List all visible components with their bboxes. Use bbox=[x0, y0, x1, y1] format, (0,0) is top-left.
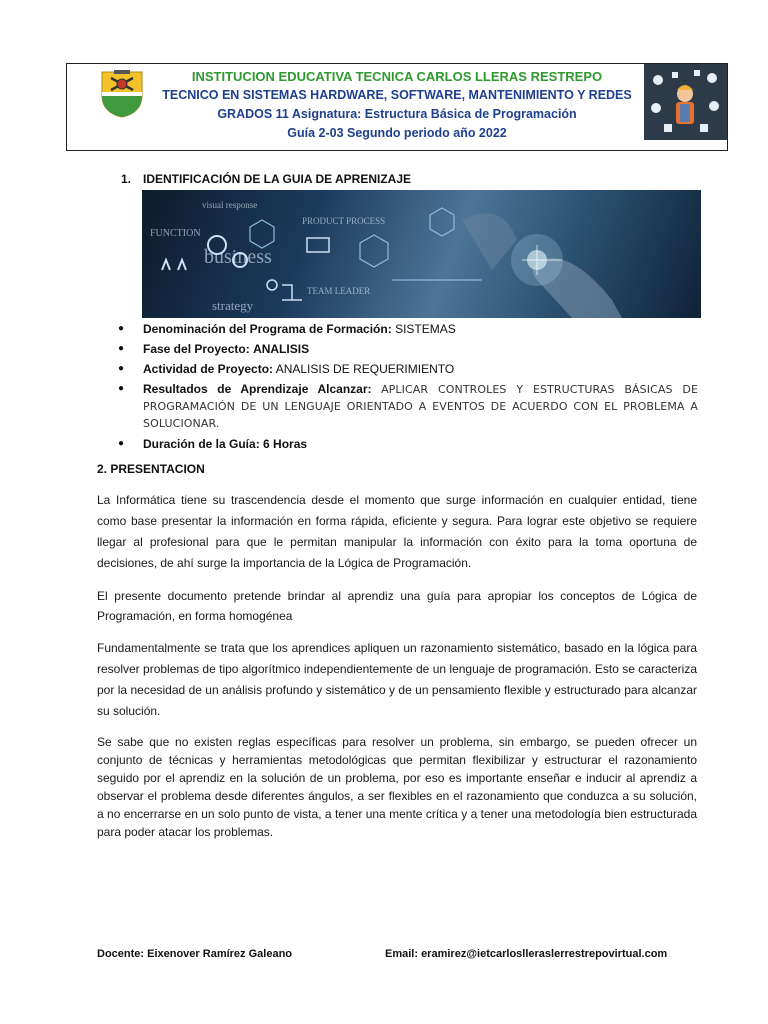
list-item bbox=[118, 321, 698, 337]
program-label: Denominación del Programa de Formación: bbox=[143, 322, 392, 336]
list-item bbox=[118, 341, 698, 357]
banner-text-strategy: strategy bbox=[212, 298, 254, 313]
duration-value: 6 Horas bbox=[263, 437, 308, 451]
header-title-block bbox=[67, 67, 727, 143]
phase-value: ANALISIS bbox=[253, 342, 310, 356]
program-value: SISTEMAS bbox=[395, 322, 456, 336]
banner-image bbox=[142, 190, 701, 318]
guide-line: Guía 2-03 Segundo periodo año 2022 bbox=[287, 126, 507, 140]
banner-text-function: FUNCTION bbox=[150, 228, 201, 239]
paragraph-2: El presente documento pretende brindar al aprendiz una guía para apropiar los conceptos de Lógica de Programación, en forma homogénea bbox=[97, 589, 697, 623]
banner-text-product: PRODUCT PROCESS bbox=[302, 216, 386, 226]
bullet-icon: ● bbox=[118, 323, 125, 334]
paragraph-4: Se sabe que no existen reglas específicas para resolver un problema, sin embargo, se pueden ofrecer un conjunto de técnicas y herramientas metodológicas que permitan flexibilizar y estructurar el razonamiento seguido por el aprendiz en la solución de un problema, por eso es importante enseñar e inducir al aprendiz a observar el problema desde diferentes ángulos, a ser flexibles en el razonamiento que conduzca a su solución, a no encerrarse en un solo punto de vista, a tener una mente crítica y a tener una metodología bien estructurada para poder atacar los problemas. bbox=[97, 735, 697, 839]
program-name: TECNICO EN SISTEMAS HARDWARE, SOFTWARE, MANTENIMIENTO Y REDES bbox=[162, 88, 632, 102]
footer-teacher: Docente: Eixenover Ramírez Galeano bbox=[97, 948, 293, 960]
header-box bbox=[66, 63, 728, 151]
subject-line: GRADOS 11 Asignatura: Estructura Básica de Programación bbox=[217, 107, 577, 121]
bullet-icon: ● bbox=[118, 343, 125, 354]
technician-illustration-icon bbox=[644, 64, 727, 140]
footer-email: Email: eramirez@ietcarloslleraslerrestrepovirtual.com bbox=[385, 948, 668, 960]
section-2-title: 2. PRESENTACION bbox=[97, 462, 205, 476]
list-item bbox=[118, 361, 698, 377]
identification-list bbox=[118, 321, 698, 456]
banner-text-visual: visual response bbox=[202, 200, 258, 210]
results-value: APLICAR CONTROLES Y ESTRUCTURAS BÁSICAS DE PROGRAMACIÓN DE UN LENGUAJE ORIENTADO A EVENTOS DE ACUERDO CON EL PROBLEMA A SOLUCIONAR. bbox=[143, 383, 698, 430]
phase-label: Fase del Proyecto: bbox=[143, 342, 250, 356]
section-1-number: 1. bbox=[121, 172, 132, 186]
list-item bbox=[118, 381, 698, 432]
section-1-title: IDENTIFICACIÓN DE LA GUIA DE APRENIZAJE bbox=[143, 172, 412, 186]
list-item bbox=[118, 436, 698, 452]
paragraph-3: Fundamentalmente se trata que los aprendices apliquen un razonamiento sistemático, basado en la lógica para resolver problemas de tipo algorítmico independientemente de un lenguaje de programación. Esto se caracteriza por la necesidad de un análisis profundo y sistemático y de un pensamiento flexible y estructurado para alcanzar su solución. bbox=[97, 641, 697, 718]
institution-name: INSTITUCION EDUCATIVA TECNICA CARLOS LLERAS RESTREPO bbox=[191, 69, 603, 84]
banner-text-team: TEAM LEADER bbox=[307, 286, 371, 296]
paragraph-1: La Informática tiene su trascendencia desde el momento que surge información en cualquier entidad, tiene como base presentar la información en forma rápida, eficiente y segura. Para lograr este objetivo se requiere llegar al profesional para que le permitan manipular la información con éxito para la toma oportuna de decisiones, de ahí surge la importancia de la Lógica de Programación. bbox=[97, 493, 697, 570]
bullet-icon: ● bbox=[118, 363, 125, 374]
banner-text-business: business bbox=[204, 246, 272, 268]
bullet-icon: ● bbox=[118, 383, 125, 394]
results-label: Resultados de Aprendizaje Alcanzar: bbox=[143, 382, 372, 396]
bullet-icon: ● bbox=[118, 438, 125, 449]
activity-value: ANALISIS DE REQUERIMIENTO bbox=[275, 362, 455, 376]
duration-label: Duración de la Guía: bbox=[143, 437, 260, 451]
activity-label: Actividad de Proyecto: bbox=[143, 362, 274, 376]
